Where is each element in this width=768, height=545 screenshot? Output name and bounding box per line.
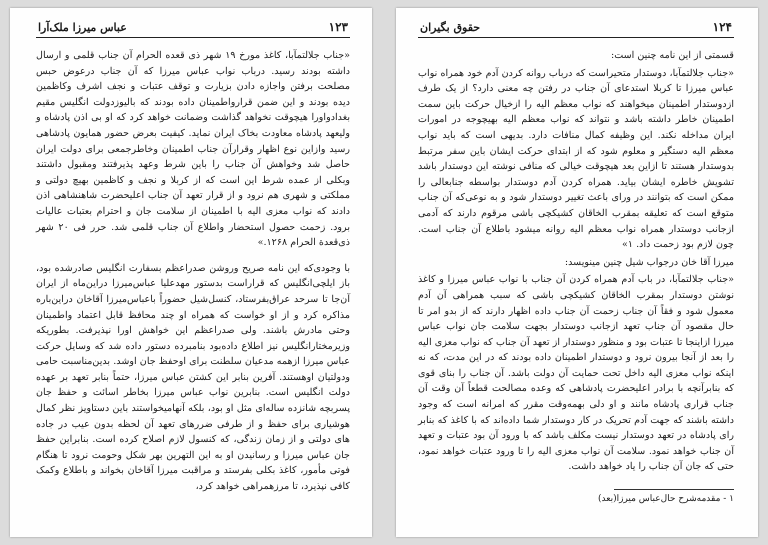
right-paragraph-3: میرزا آقا خان درجواب شیل چنین مینویسد: (564, 256, 734, 268)
left-page-body (36, 48, 350, 495)
right-paragraph-2: «جناب جلالتمآبا، دوستدار متحیراست که درباب روانه کردن آدم خود همراه نواب عباس میرزا تا کربلا استدعای آن جناب در رفتن چه معنی دارد؟ از یک طرف ازدوستدار اطمینان میخواهند که نواب معظم الیه را ازخیال حرکت باین سمت اطمینان خاطر داشته باشد و نتواند که نواب معظم الیه بهیچوجه در امورات ایران مداخله نکند. این وظیفه کمال منافات دارد. بدیهی است که باید نواب معظم الیه دستگیر و معلوم شود که از ابتدای حرکت ایشان باین سفر مرتبط بدوستدار هستند تا ازاین بعد هیچوقت خیالی که منافی نوشته این دوستدار باشد تشویش خاطره ایشان بیاید. همراه کردن آدم دوستدار بواسطه جنابعالی را ممکن است که بتوانند در ورای باعث تغییر دوستدار شود و به نوعی‌که آن جناب متوقع است که تعلیقه بمقرب الخاقان کشیکچی باشی مرقوم دارند که آدمی ازجانب دوستدار همراه نواب معظم الیه روانه میشود باطلاع آن جناب است. چون لازم بود زحمت داد. ۱» (418, 67, 734, 251)
footnote: ۱ - مقدمه‌شرح حال‌عباس میرزا(بعد) (598, 494, 734, 505)
left-page-header (36, 18, 350, 38)
right-page (396, 8, 758, 537)
right-page-body (418, 48, 734, 506)
right-paragraph-4: «جناب جلالتمآبا، در باب آدم همراه کردن آن جناب با نواب عباس میرزا و کاغذ نوشتن دوستدار بمقرب الخاقان کشیکچی باشی که سبب همراهی آن آدم معمول شود و فقاً آن جناب زحمت آن جناب داده اظهار دارند که از بدو امر تا حال مقصود آن جناب تعهد ازجانب دوستدار بجهت سلامت جان نواب عباس میرزا ازاینجا تا عتبات بود و منظور دوستدار از تعهد آن جناب که نواب معزی الیه را بعد از آنجا بیرون نرود و دوستدار اطمینان داده بودند که در این مدت، که نه اینکه نواب معزی الیه داخل تحت حمایت آن دولت باشد. آن جناب را بنای قوی که بنابرآنچه با برادر اعلیحضرت پادشاهی که وعده مصالحت قطعاً آن وقت آن جناب قراری پادشاه مانند و او دلی بهمه‌وقت مقرر ‌که امرانه است که وجود داشته باشند که جهت آدم تحریک در کار دوستدار شما داده‌اند که با کاغذ که بنابر رای پادشاه در تعهد دوستدار نیست مکلف باشد که با ورود آن بود عتبات و تعهد آن جناب خواهد نمود. سلامت آن نواب معزی الیه را تا ورود عتبات خواهد نمود، حتی که جان آن جناب را یاد خواهد داشت. (418, 274, 734, 473)
right-page-header (418, 18, 734, 38)
left-paragraph-2: با وجودی‌که این نامه صریح وروشن صدراعظم بسفارت انگلیس صادرشده بود، باز ایلچی‌انگلیس که قراراست بدستور مهدعلیا عباس‌میرزا دراین‌ماه از ایران آن‌جا تا سرحد عراق‌بفرستاد، کنسل‌شیل حضوراً باعباس‌میرزا آقاخان دراین‌باره مذاکره کرد و از او خواست که همراه او چند محافظ قابل اعتماد واطمینان وحتی مادرش باشند. ولی صدراعظم این خواهش اورا نپذیرفت. بطوریکه وزیرمختارانگلیس نیز اطلاع داده‌بود بنامبرده دستور داده شد که وسایل حرکت عباس میرزا ازهمه مدعیان سلطنت برای اوحفظ جان اوشد. بدین‌مناسبت حامی ودولتیان اوهستند. آفرین بنابر این کشتن عباس میرزا، حتماً بنابر تعهد بر عهده دولت انگلیس است. بنابرین نواب عباس میرزا بخاطر اسائت و حفظ جان پسربچه شانزده ساله‌ای مثل او بود، بلکه آنهامیخواستند باین دستاویز نظر کمال هوشیاری برای حفظ و از طرفی ضررهای تعهد آن لحظه بدون عیب در جاده های دولتی و از زمان زندگی، که کنسول لازم اصلاح کرده است. بنابراین حفظ جان عباس میرزا و رسانیدن او به این‌ التهرین بهر شکل وحومت نرود تا هنگام فوتی مأمور، کاغذ بکلی بفرستد و مراقبت میرزا آقاخان بخواند و باطلاع وکمک کافی نپذیرد، تا مرزهمراهی خواهد کرد، (36, 262, 350, 493)
right-paragraph-1: قسمتی از این نامه چنین است: (610, 50, 734, 61)
right-page-number: ١٢۴ (712, 20, 732, 34)
left-page (10, 8, 372, 537)
left-page-number: ١٢٣ (328, 20, 348, 34)
right-running-title: حقوق بگیران (420, 21, 481, 34)
footnote-divider (614, 489, 734, 490)
left-paragraph-1: «جناب جلالتمآبا، کاغذ مورخ ۱۹ شهر ذی قعده الحرام آن جناب قلمی و ارسال داشته بودند رسید. درباب نواب عباس میرزا که آن جناب درعوض حبس مصلحت برفتن واجازه دادن بزیارت و توقف عتبات و نجف اشرف وکاظمین دیده بودند و این ضمن قرارواطمینان داده بودند که بالیوزدولت انگلیس مقیم بغدادواورا هیچوقت نخواهد گذاشت وضمانت خواهد کرد که او بی اذن پادشاه و ولیعهد پادشاه معاودت بخاک ایران نماید. کیفیت بعرض حضور همایون پادشاهی رسید وازاین نوع اظهار وقرارآن جناب اطمینان وخاطرجمعی برای دولت ایران حاصل شد وخواهش آن جناب را باین شرط وعهد پذیرفتند ومقبول داشتند وبکلی از عمده شرط این است که از کربلا و نجف و کاظمین بهیچ دولتی و مملکتی و شهری هم نرود و از قرار تعهد آن جناب اعلیحضرت شاهنشاهی اذن دادند که نواب معزی الیه با اطمینان از سلامت جان و احترام بعتبات عالیات برود. زحمت حصول استحضار واطلاع آن جناب قلمی شد. حرر فی ۲۰ شهر ذی‌قعدة الحرام ۱۲۶۸.» (36, 50, 350, 249)
left-running-title: عباس میرزا ملک‌آرا (38, 21, 127, 34)
